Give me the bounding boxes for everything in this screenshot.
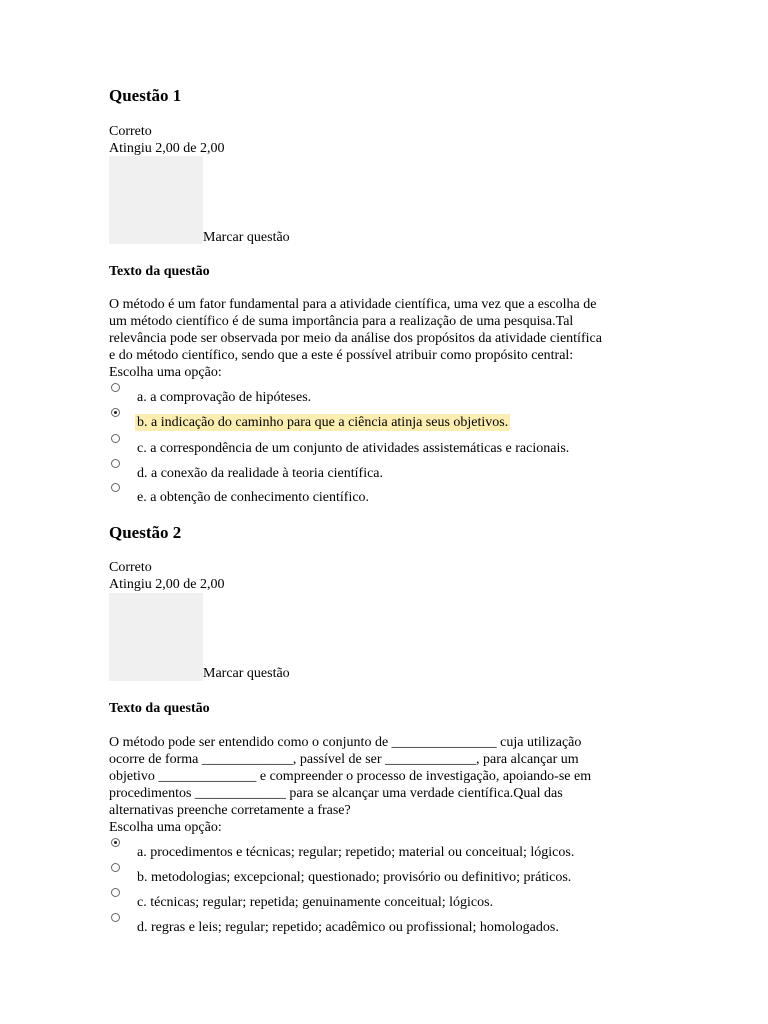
question-1-flag-label[interactable]: Marcar questão [203, 230, 290, 245]
option-label: a. procedimentos e técnicas; regular; repetido; material ou conceitual; lógicos. [137, 845, 575, 860]
question-2-text-line: objetivo ______________ e compreender o processo de investigação, apoiando-se em [109, 769, 592, 784]
question-2-text-line: O método pode ser entendido como o conjunto de _______________ cuja utilização [109, 735, 582, 750]
question-2-text-line: procedimentos _____________ para se alcançar uma verdade científica.Qual das [109, 786, 563, 801]
question-2-title: Questão 2 [109, 523, 182, 542]
question-1-flag-box[interactable] [109, 156, 203, 244]
question-2-text-heading: Texto da questão [109, 701, 210, 716]
option-label: c. técnicas; regular; repetida; genuinamente conceitual; lógicos. [137, 895, 494, 910]
radio-button[interactable] [111, 434, 120, 443]
option-label: d. regras e leis; regular; repetido; acadêmico ou profissional; homologados. [137, 920, 559, 935]
question-1-title: Questão 1 [109, 86, 182, 105]
question-2-status: Correto [109, 560, 152, 575]
question-2-text-line: alternativas preenche corretamente a frase? [109, 803, 351, 818]
question-1-text-heading: Texto da questão [109, 264, 210, 279]
radio-button[interactable] [111, 483, 120, 492]
radio-button[interactable] [111, 913, 120, 922]
radio-button[interactable] [111, 863, 120, 872]
question-1-text-line: O método é um fator fundamental para a atividade científica, uma vez que a escolha de [109, 297, 597, 312]
question-2-flag-box[interactable] [109, 593, 203, 681]
question-1-prompt: Escolha uma opção: [109, 365, 222, 380]
option-label: d. a conexão da realidade à teoria científica. [137, 466, 384, 481]
radio-button[interactable] [111, 459, 120, 468]
question-2-text-line: ocorre de forma _____________, passível de ser _____________, para alcançar um [109, 752, 579, 767]
radio-button-selected[interactable] [111, 408, 120, 417]
question-2-text [109, 734, 669, 836]
radio-button[interactable] [111, 888, 120, 897]
question-2-grade: Atingiu 2,00 de 2,00 [109, 577, 225, 592]
question-1-status: Correto [109, 124, 152, 139]
question-1-text [109, 296, 669, 381]
option-label: a. a comprovação de hipóteses. [137, 390, 312, 405]
option-label: b. metodologias; excepcional; questionado; provisório ou definitivo; práticos. [137, 870, 572, 885]
question-1-text-line: relevância pode ser observada por meio da análise dos propósitos da atividade científica [109, 331, 602, 346]
option-label: e. a obtenção de conhecimento científico. [137, 490, 370, 505]
question-2-flag-label[interactable]: Marcar questão [203, 666, 290, 681]
question-1-text-line: e do método científico, sendo que a este é possível atribuir como propósito central: [109, 348, 574, 363]
question-2-prompt: Escolha uma opção: [109, 820, 222, 835]
option-label: b. a indicação do caminho para que a ciência atinja seus objetivos. [137, 415, 509, 430]
radio-button-selected[interactable] [111, 838, 120, 847]
option-label: c. a correspondência de um conjunto de atividades assistemáticas e racionais. [137, 441, 570, 456]
question-1-grade: Atingiu 2,00 de 2,00 [109, 141, 225, 156]
question-1-text-line: um método científico é de suma importância para a realização de uma pesquisa.Tal [109, 314, 574, 329]
radio-button[interactable] [111, 383, 120, 392]
